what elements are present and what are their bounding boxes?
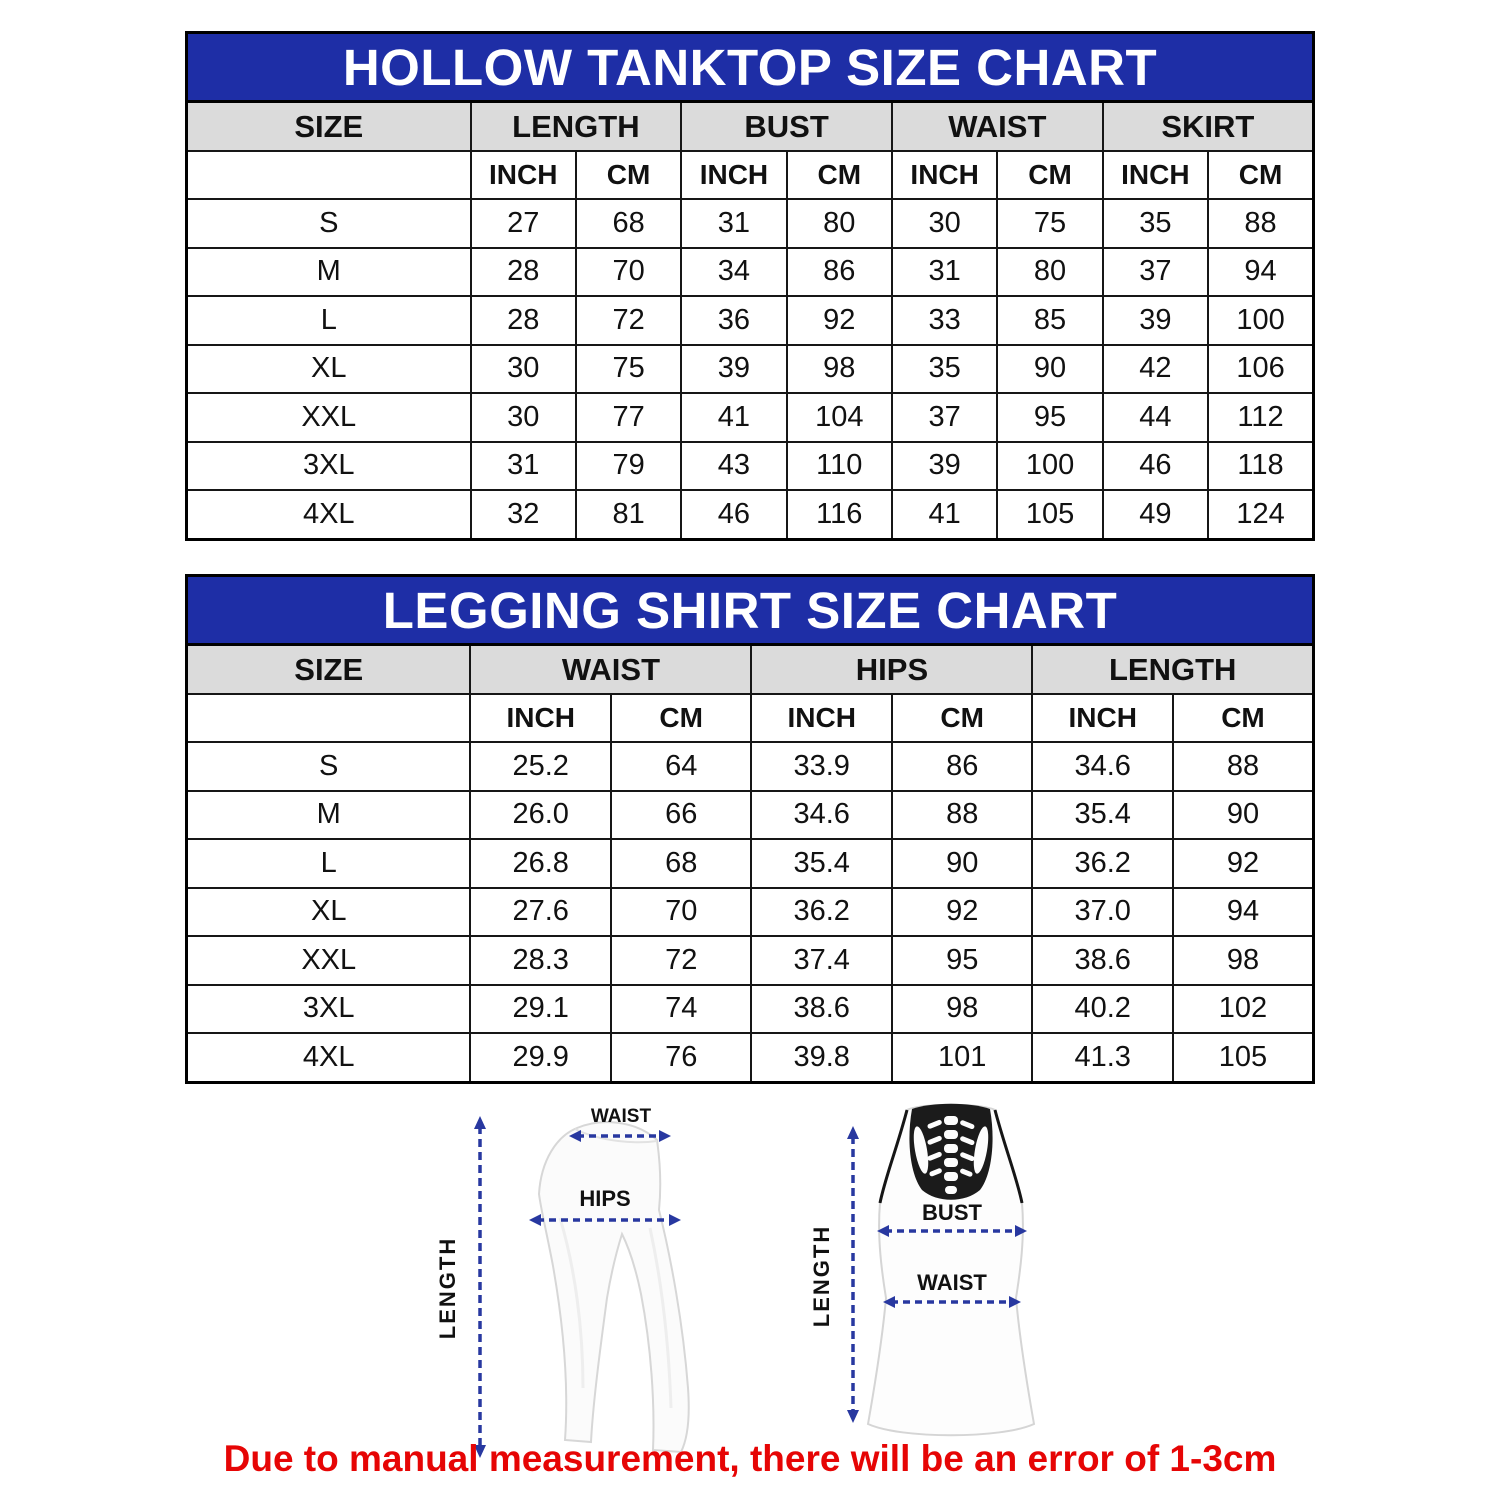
unit-header-inch: INCH bbox=[1032, 694, 1173, 742]
measurement-cell: 26.0 bbox=[470, 791, 611, 840]
measurement-cell: 72 bbox=[576, 296, 681, 345]
measurement-cell: 88 bbox=[1173, 742, 1314, 791]
measurement-cell: 37.4 bbox=[751, 936, 892, 985]
measurement-cell: 41 bbox=[892, 490, 997, 539]
measurement-cell: 37 bbox=[1103, 248, 1208, 297]
table-row bbox=[187, 888, 1314, 937]
table-row bbox=[187, 345, 1314, 394]
measurement-cell: 30 bbox=[471, 345, 576, 394]
size-cell: XL bbox=[187, 345, 471, 394]
measurement-cell: 92 bbox=[1173, 839, 1314, 888]
measurement-cell: 31 bbox=[681, 199, 786, 248]
tanktop-size-table bbox=[185, 100, 1315, 541]
leggings-measure-diagram bbox=[425, 1098, 765, 1468]
measurement-cell: 34.6 bbox=[1032, 742, 1173, 791]
size-cell: 4XL bbox=[187, 490, 471, 539]
measurement-cell: 98 bbox=[1173, 936, 1314, 985]
measurement-cell: 95 bbox=[892, 936, 1033, 985]
measurement-cell: 72 bbox=[611, 936, 752, 985]
legging-shirt-size-chart bbox=[185, 574, 1315, 1084]
measurement-cell: 70 bbox=[611, 888, 752, 937]
measurement-cell: 32 bbox=[471, 490, 576, 539]
measurement-cell: 38.6 bbox=[1032, 936, 1173, 985]
measurement-cell: 90 bbox=[1173, 791, 1314, 840]
measurement-cell: 25.2 bbox=[470, 742, 611, 791]
measurement-cell: 38.6 bbox=[751, 985, 892, 1034]
tanktop-measure-diagram bbox=[785, 1098, 1115, 1448]
measurement-cell: 31 bbox=[892, 248, 997, 297]
measurement-cell: 66 bbox=[611, 791, 752, 840]
length-arrow-top-icon bbox=[847, 1126, 859, 1139]
group-header-row bbox=[187, 645, 1314, 695]
measurement-cell: 64 bbox=[611, 742, 752, 791]
hips-arrow-left-icon bbox=[529, 1214, 541, 1226]
unit-header-inch: INCH bbox=[681, 151, 786, 199]
table-row bbox=[187, 393, 1314, 442]
measurement-cell: 88 bbox=[1208, 199, 1313, 248]
table-row bbox=[187, 442, 1314, 491]
measurement-cell: 39 bbox=[1103, 296, 1208, 345]
leggings-hips-label: HIPS bbox=[579, 1186, 631, 1211]
measurement-cell: 36.2 bbox=[1032, 839, 1173, 888]
measurement-cell: 28 bbox=[471, 248, 576, 297]
measurement-cell: 110 bbox=[787, 442, 892, 491]
measurement-cell: 85 bbox=[997, 296, 1102, 345]
measurement-cell: 39 bbox=[892, 442, 997, 491]
column-header-length: LENGTH bbox=[471, 102, 682, 152]
measurement-cell: 49 bbox=[1103, 490, 1208, 539]
measurement-cell: 86 bbox=[892, 742, 1033, 791]
measurement-cell: 39 bbox=[681, 345, 786, 394]
measurement-cell: 44 bbox=[1103, 393, 1208, 442]
tanktop-chart-title: HOLLOW TANKTOP SIZE CHART bbox=[342, 38, 1158, 96]
size-cell: 3XL bbox=[187, 985, 471, 1034]
leggings-waist-label: WAIST bbox=[590, 1106, 652, 1127]
length-arrow-bottom-icon bbox=[847, 1410, 859, 1423]
unit-header-cm: CM bbox=[576, 151, 681, 199]
measurement-cell: 30 bbox=[892, 199, 997, 248]
measurement-cell: 101 bbox=[892, 1033, 1033, 1082]
tanktop-length-label: LENGTH bbox=[809, 1224, 834, 1328]
column-header-size: SIZE bbox=[187, 102, 471, 152]
tanktop-waist-label: WAIST bbox=[917, 1270, 987, 1295]
size-cell: XXL bbox=[187, 393, 471, 442]
measurement-cell: 39.8 bbox=[751, 1033, 892, 1082]
measurement-cell: 104 bbox=[787, 393, 892, 442]
size-cell: 4XL bbox=[187, 1033, 471, 1082]
unit-header-cm: CM bbox=[892, 694, 1033, 742]
table-row bbox=[187, 742, 1314, 791]
leggings-shape bbox=[539, 1122, 689, 1452]
unit-header-cm: CM bbox=[997, 151, 1102, 199]
measurement-cell: 80 bbox=[997, 248, 1102, 297]
measurement-cell: 31 bbox=[471, 442, 576, 491]
measurement-cell: 92 bbox=[892, 888, 1033, 937]
column-header-waist: WAIST bbox=[470, 645, 751, 695]
unit-header-cm: CM bbox=[787, 151, 892, 199]
legging-size-table bbox=[185, 643, 1315, 1084]
measurement-cell: 100 bbox=[997, 442, 1102, 491]
measurement-cell: 95 bbox=[997, 393, 1102, 442]
unit-header-inch: INCH bbox=[892, 151, 997, 199]
table-row bbox=[187, 199, 1314, 248]
size-cell: L bbox=[187, 839, 471, 888]
measurement-cell: 35 bbox=[892, 345, 997, 394]
table-row bbox=[187, 985, 1314, 1034]
column-header-waist: WAIST bbox=[892, 102, 1103, 152]
legging-chart-title-bar bbox=[185, 574, 1315, 646]
measurement-cell: 27.6 bbox=[470, 888, 611, 937]
hips-arrow-right-icon bbox=[669, 1214, 681, 1226]
blank-cell bbox=[187, 151, 471, 199]
measurement-cell: 112 bbox=[1208, 393, 1313, 442]
measurement-cell: 29.1 bbox=[470, 985, 611, 1034]
measurement-cell: 105 bbox=[997, 490, 1102, 539]
measurement-cell: 28 bbox=[471, 296, 576, 345]
measurement-cell: 43 bbox=[681, 442, 786, 491]
unit-header-inch: INCH bbox=[751, 694, 892, 742]
measurement-cell: 26.8 bbox=[470, 839, 611, 888]
measurement-cell: 76 bbox=[611, 1033, 752, 1082]
size-cell: M bbox=[187, 248, 471, 297]
unit-header-row bbox=[187, 151, 1314, 199]
size-cell: XL bbox=[187, 888, 471, 937]
measurement-cell: 102 bbox=[1173, 985, 1314, 1034]
waist-arrow-right-icon bbox=[659, 1130, 671, 1142]
measurement-cell: 90 bbox=[997, 345, 1102, 394]
measurement-cell: 70 bbox=[576, 248, 681, 297]
legging-chart-title: LEGGING SHIRT SIZE CHART bbox=[382, 581, 1118, 639]
unit-header-cm: CM bbox=[1208, 151, 1313, 199]
length-arrow-top-icon bbox=[474, 1116, 486, 1129]
measurement-cell: 98 bbox=[892, 985, 1033, 1034]
size-cell: L bbox=[187, 296, 471, 345]
measurement-cell: 35.4 bbox=[1032, 791, 1173, 840]
table-row bbox=[187, 839, 1314, 888]
measurement-cell: 35.4 bbox=[751, 839, 892, 888]
measurement-cell: 116 bbox=[787, 490, 892, 539]
measurement-cell: 33 bbox=[892, 296, 997, 345]
column-header-skirt: SKIRT bbox=[1103, 102, 1314, 152]
table-row bbox=[187, 1033, 1314, 1082]
unit-header-inch: INCH bbox=[471, 151, 576, 199]
column-header-hips: HIPS bbox=[751, 645, 1032, 695]
measurement-cell: 124 bbox=[1208, 490, 1313, 539]
measurement-cell: 94 bbox=[1208, 248, 1313, 297]
unit-header-inch: INCH bbox=[1103, 151, 1208, 199]
measurement-cell: 79 bbox=[576, 442, 681, 491]
measurement-cell: 27 bbox=[471, 199, 576, 248]
blank-cell bbox=[187, 694, 471, 742]
column-header-length: LENGTH bbox=[1032, 645, 1313, 695]
size-cell: 3XL bbox=[187, 442, 471, 491]
measurement-cell: 34.6 bbox=[751, 791, 892, 840]
measurement-cell: 33.9 bbox=[751, 742, 892, 791]
measurement-cell: 37.0 bbox=[1032, 888, 1173, 937]
table-row bbox=[187, 296, 1314, 345]
measurement-cell: 92 bbox=[787, 296, 892, 345]
measurement-cell: 30 bbox=[471, 393, 576, 442]
tanktop-bust-label: BUST bbox=[922, 1200, 982, 1225]
measurement-cell: 41.3 bbox=[1032, 1033, 1173, 1082]
measurement-cell: 75 bbox=[576, 345, 681, 394]
size-cell: M bbox=[187, 791, 471, 840]
measurement-cell: 98 bbox=[787, 345, 892, 394]
unit-header-cm: CM bbox=[1173, 694, 1314, 742]
measurement-cell: 29.9 bbox=[470, 1033, 611, 1082]
table-row bbox=[187, 490, 1314, 539]
leggings-illustration bbox=[425, 1098, 765, 1468]
measurement-cell: 46 bbox=[1103, 442, 1208, 491]
measurement-cell: 88 bbox=[892, 791, 1033, 840]
measurement-cell: 36 bbox=[681, 296, 786, 345]
unit-header-row bbox=[187, 694, 1314, 742]
column-header-size: SIZE bbox=[187, 645, 471, 695]
measurement-cell: 106 bbox=[1208, 345, 1313, 394]
measurement-cell: 86 bbox=[787, 248, 892, 297]
measurement-cell: 37 bbox=[892, 393, 997, 442]
size-cell: S bbox=[187, 742, 471, 791]
measurement-cell: 81 bbox=[576, 490, 681, 539]
measurement-cell: 40.2 bbox=[1032, 985, 1173, 1034]
measurement-cell: 35 bbox=[1103, 199, 1208, 248]
measurement-cell: 28.3 bbox=[470, 936, 611, 985]
table-row bbox=[187, 936, 1314, 985]
measurement-cell: 41 bbox=[681, 393, 786, 442]
measurement-cell: 118 bbox=[1208, 442, 1313, 491]
measurement-cell: 75 bbox=[997, 199, 1102, 248]
measurement-cell: 42 bbox=[1103, 345, 1208, 394]
size-cell: S bbox=[187, 199, 471, 248]
measurement-cell: 94 bbox=[1173, 888, 1314, 937]
table-row bbox=[187, 791, 1314, 840]
measurement-cell: 68 bbox=[576, 199, 681, 248]
measurement-cell: 68 bbox=[611, 839, 752, 888]
measurement-cell: 77 bbox=[576, 393, 681, 442]
measurement-note: Due to manual measurement, there will be an error of 1-3cm bbox=[223, 1438, 1277, 1479]
measurement-cell: 80 bbox=[787, 199, 892, 248]
measurement-cell: 100 bbox=[1208, 296, 1313, 345]
measurement-cell: 36.2 bbox=[751, 888, 892, 937]
group-header-row bbox=[187, 102, 1314, 152]
hollow-tanktop-size-chart bbox=[185, 31, 1315, 541]
unit-header-cm: CM bbox=[611, 694, 752, 742]
table-row bbox=[187, 248, 1314, 297]
size-cell: XXL bbox=[187, 936, 471, 985]
leggings-length-label: LENGTH bbox=[435, 1236, 460, 1340]
measurement-cell: 74 bbox=[611, 985, 752, 1034]
measurement-cell: 46 bbox=[681, 490, 786, 539]
measurement-cell: 105 bbox=[1173, 1033, 1314, 1082]
measurement-cell: 90 bbox=[892, 839, 1033, 888]
unit-header-inch: INCH bbox=[470, 694, 611, 742]
column-header-bust: BUST bbox=[681, 102, 892, 152]
tanktop-illustration bbox=[785, 1098, 1115, 1448]
tanktop-chart-title-bar bbox=[185, 31, 1315, 103]
measurement-cell: 34 bbox=[681, 248, 786, 297]
